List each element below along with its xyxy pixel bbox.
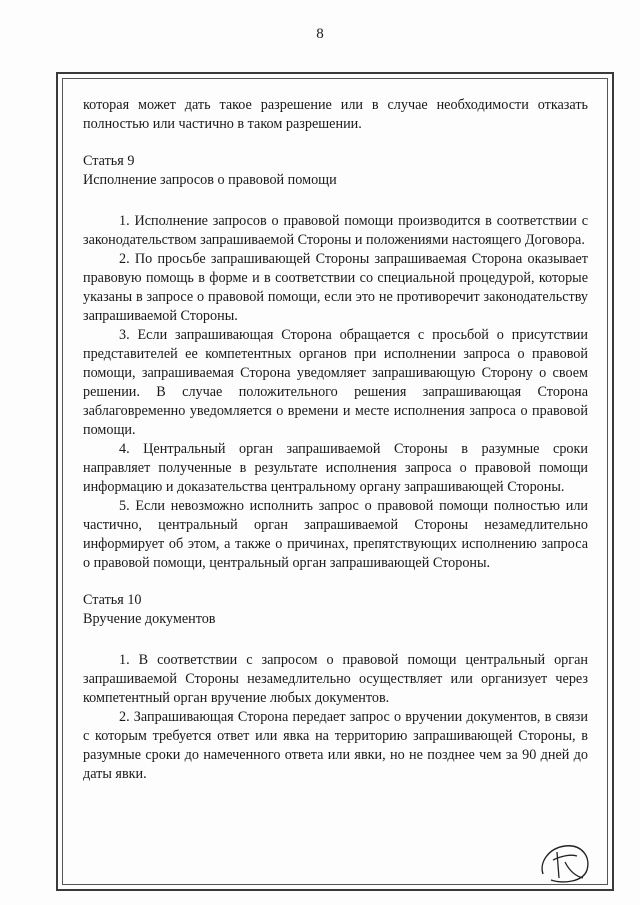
article-9-number: Статья 9: [83, 153, 135, 169]
page-number: 8: [316, 26, 324, 42]
article-9-paragraph-1: 1. Исполнение запросов о правовой помощи производится в соответствии с законодательством запрашиваемой Стороны и положениями настоящего Договора.: [83, 213, 588, 248]
article-9-paragraph-2: 2. По просьбе запрашивающей Стороны запрашиваемая Сторона оказывает правовую помощь в форме и в соответствии со специальной процедурой, которые указаны в запросе о правовой помощи, если это не противоречит законодательству запрашиваемой Стороны.: [83, 251, 588, 324]
document-body: [83, 96, 588, 784]
article-10-number: Статья 10: [83, 592, 142, 608]
handwritten-signature: [535, 840, 595, 886]
article-9-paragraph-4: 4. Центральный орган запрашиваемой Стороны в разумные сроки направляет полученные в результате исполнения запроса о правовой помощи информацию и доказательства центральному органу запрашивающей Стороны.: [83, 441, 588, 495]
article-10-title: Вручение документов: [83, 611, 216, 627]
article-9-title: Исполнение запросов о правовой помощи: [83, 172, 337, 188]
article-9-paragraph-5: 5. Если невозможно исполнить запрос о правовой помощи полностью или частично, центральный орган запрашиваемой Стороны незамедлительно информирует об этом, а также о причинах, препятствующих исполнению запроса о правовой помощи, центральный орган запрашивающей Стороны.: [83, 498, 588, 571]
article-10-paragraph-1: 1. В соответствии с запросом о правовой помощи центральный орган запрашиваемой Стороны незамедлительно осуществляет или организует через компетентный орган вручение любых документов.: [83, 652, 588, 706]
intro-paragraph: которая может дать такое разрешение или в случае необходимости отказать полностью или частично в таком разрешении.: [83, 97, 588, 132]
article-10-paragraph-2: 2. Запрашивающая Сторона передает запрос о вручении документов, в связи с которым требуется ответ или явка на территорию запрашивающей Стороны, в разумные сроки до намеченного ответа или явки, но не позднее чем за 90 дней до даты явки.: [83, 709, 588, 782]
article-9-paragraph-3: 3. Если запрашивающая Сторона обращается с просьбой о присутствии представителей ее компетентных органов при исполнении запроса о правовой помощи, запрашиваемая Сторона уведомляет запрашивающую Сторону о своем решении. В случае положительного решения запрашивающая Сторона заблаговременно уведомляется о времени и месте исполнения запроса о правовой помощи.: [83, 327, 588, 438]
